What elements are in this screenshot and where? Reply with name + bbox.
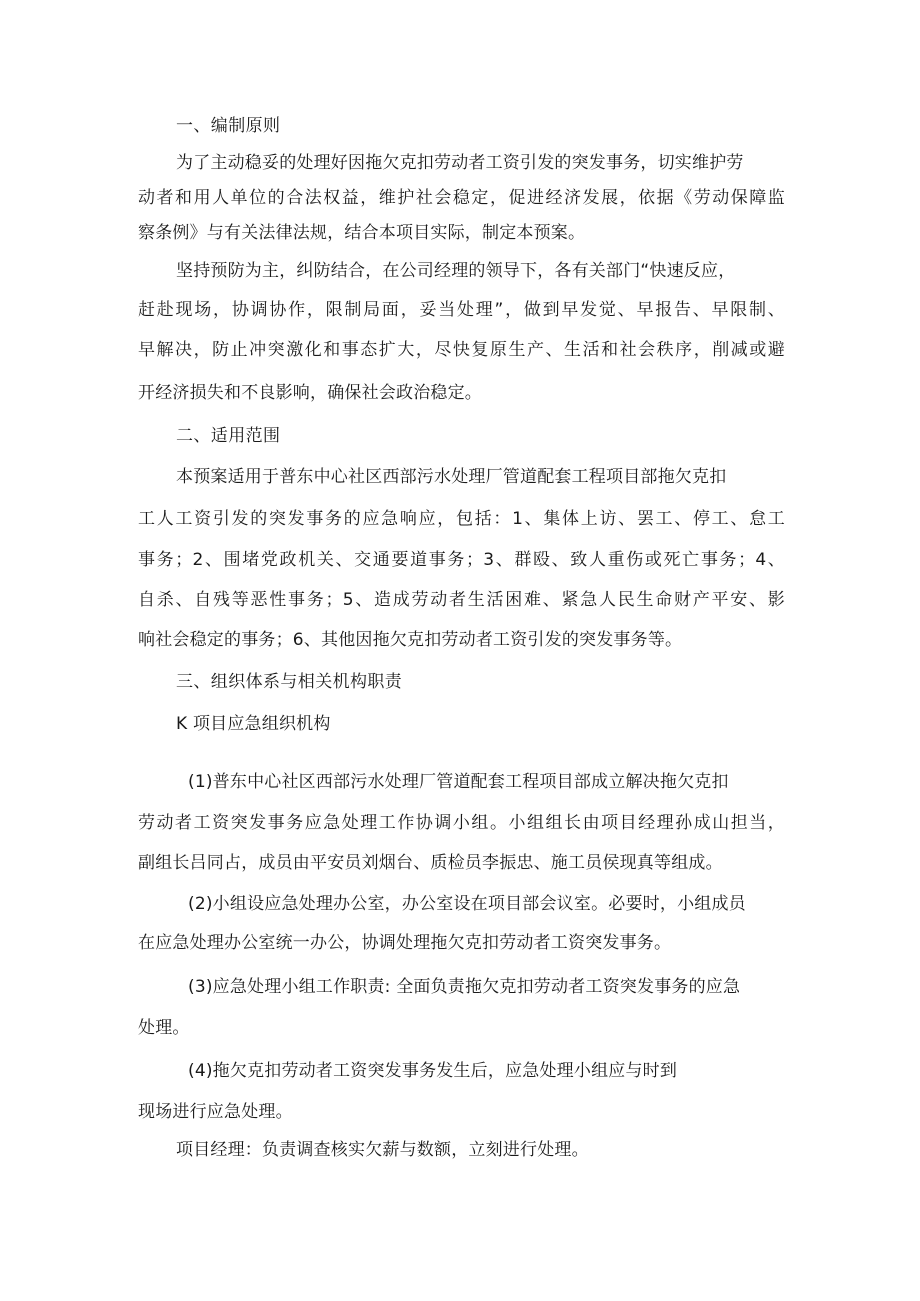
list-item-line: 现场进行应急处理。 [138, 1102, 293, 1122]
paragraph-line: 为了主动稳妥的处理好因拖欠克扣劳动者工资引发的突发事务，切实维护劳 [176, 153, 744, 173]
list-item-line: 劳动者工资突发事务应急处理工作协调小组。小组组长由项目经理孙成山担当， [138, 813, 785, 833]
paragraph-line: 事务；2、围堵党政机关、交通要道事务；3、群殴、致人重伤或死亡事务；4、 [138, 550, 785, 570]
paragraph-line: 早解决，防止冲突激化和事态扩大，尽快复原生产、生活和社会秩序，削减或避 [138, 340, 785, 360]
section-heading-organization: 三、组织体系与相关机构职责 [176, 672, 403, 692]
section-heading-scope: 二、适用范围 [176, 426, 281, 446]
paragraph-line: 开经济损失和不良影响，确保社会政治稳定。 [138, 383, 482, 403]
section-heading-principles: 一、编制原则 [176, 116, 281, 136]
paragraph-line: 坚持预防为主，纠防结合，在公司经理的领导下，各有关部门“快速反应， [176, 261, 736, 281]
list-item-line: 处理。 [138, 1018, 190, 1038]
list-item-line: (1)普东中心社区西部污水处理厂管道配套工程项目部成立解决拖欠克扣 [188, 772, 729, 792]
paragraph-line: 察条例》与有关法律法规，结合本项目实际，制定本预案。 [138, 223, 586, 243]
paragraph-line: 响社会稳定的事务；6、其他因拖欠克扣劳动者工资引发的突发事务等。 [138, 630, 683, 650]
paragraph-line: 自杀、自残等恶性事务；5、造成劳动者生活困难、紧急人民生命财产平安、影 [138, 590, 785, 610]
list-item-line: (2)小组设应急处理办公室，办公室设在项目部会议室。必要时，小组成员 [188, 894, 746, 914]
subsection-heading: K 项目应急组织机构 [176, 714, 331, 734]
list-item-line: 在应急处理办公室统一办公，协调处理拖欠克扣劳动者工资突发事务。 [138, 933, 672, 953]
paragraph-line: 工人工资引发的突发事务的应急响应，包括：1、集体上访、罢工、停工、怠工 [138, 509, 785, 529]
paragraph-line: 项目经理：负责调查核实欠薪与数额，立刻进行处理。 [176, 1140, 589, 1160]
paragraph-line: 本预案适用于普东中心社区西部污水处理厂管道配套工程项目部拖欠克扣 [176, 467, 727, 487]
paragraph-line: 赶赴现场，协调协作，限制局面，妥当处理”，做到早发觉、早报告、早限制、 [138, 300, 785, 320]
paragraph-line: 动者和用人单位的合法权益，维护社会稳定，促进经济发展，依据《劳动保障监 [138, 188, 785, 208]
list-item-line: (4)拖欠克扣劳动者工资突发事务发生后，应急处理小组应与时到 [188, 1061, 678, 1081]
list-item-line: 副组长吕同占，成员由平安员刘烟台、质检员李振忠、施工员侯现真等组成。 [138, 853, 723, 873]
list-item-line: (3)应急处理小组工作职责: 全面负责拖欠克扣劳动者工资突发事务的应急 [188, 977, 741, 997]
